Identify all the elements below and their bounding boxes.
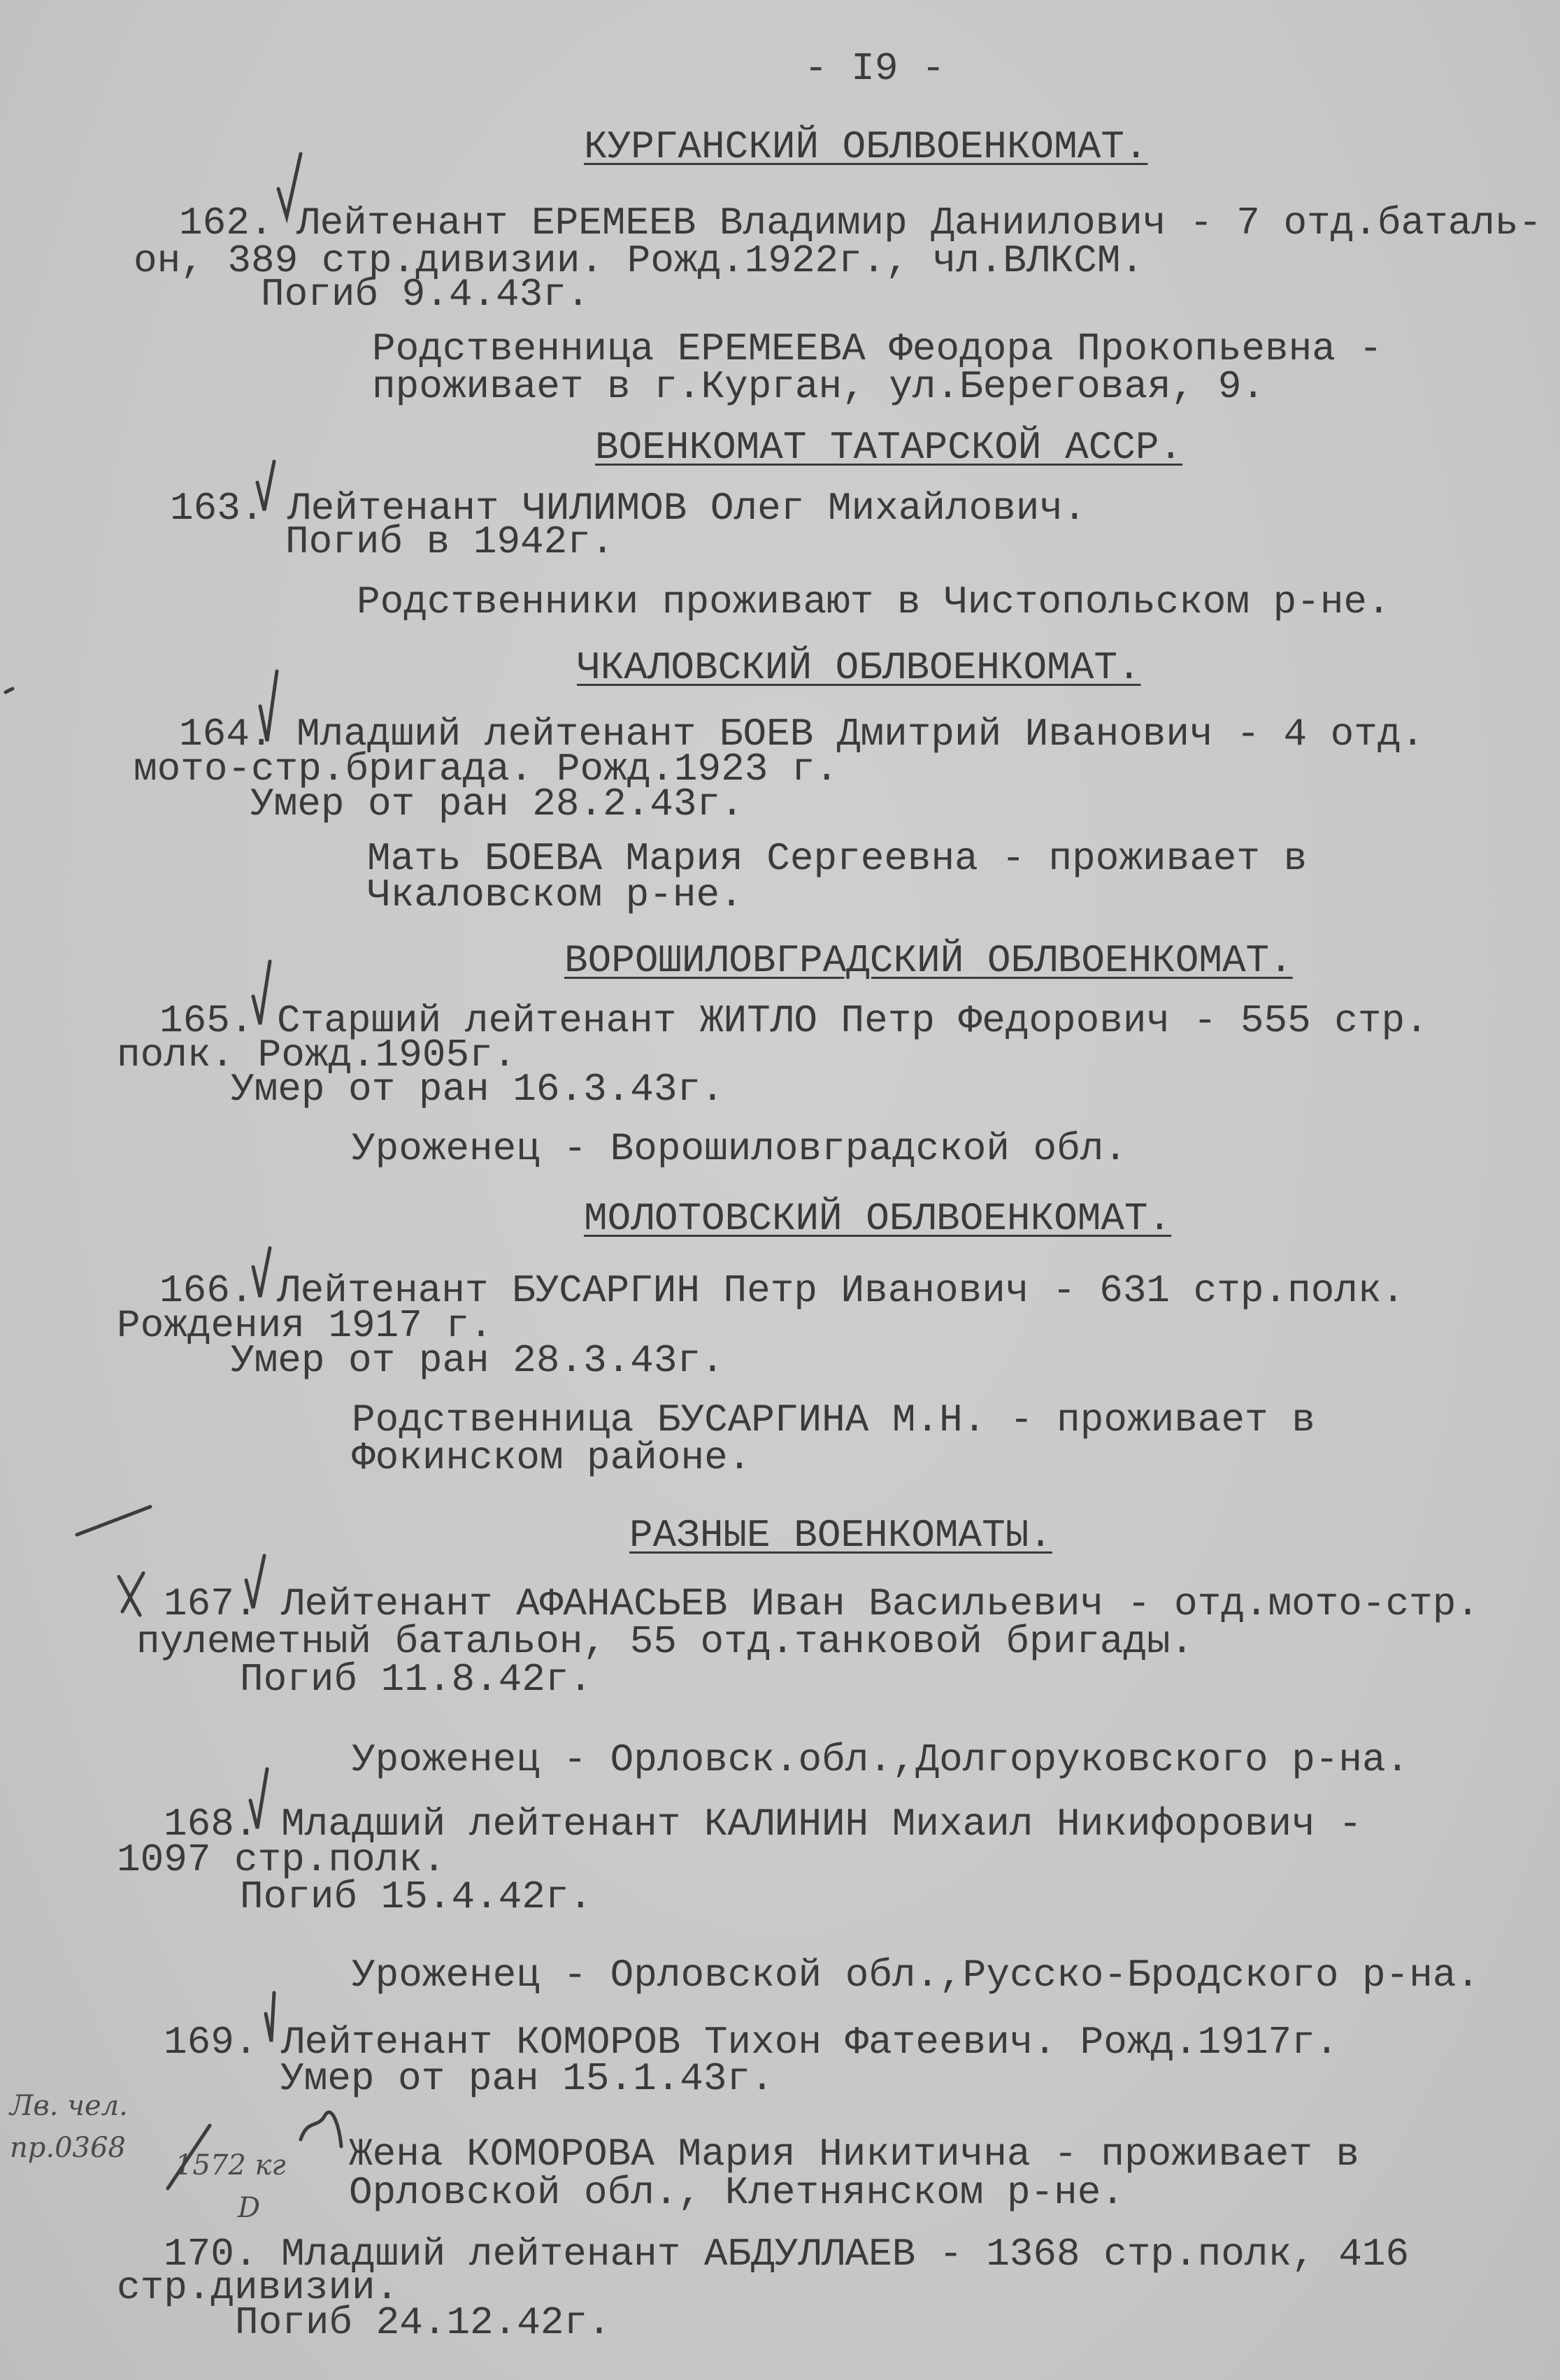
relative-line: Уроженец - Орловской обл.,Русско-Бродского р-на.	[352, 1953, 1480, 1998]
checkmark-icon	[266, 1993, 274, 2042]
entry-line: Умер от ран 28.2.43г.	[250, 782, 744, 826]
entry-line: Умер от ран 28.3.43г.	[231, 1338, 724, 1383]
relative-line: Мать БОЕВА Мария Сергеевна - проживает в	[367, 836, 1308, 881]
entry-line: мото-стр.бригада. Рожд.1923 г.	[134, 747, 839, 791]
relative-line: проживает в г.Курган, ул.Береговая, 9.	[372, 364, 1266, 409]
section-heading: ВОРОШИЛОВГРАДСКИЙ ОБЛВОЕНКОМАТ.	[564, 938, 1293, 983]
signature-icon	[301, 2112, 341, 2146]
relative-line: Уроженец - Ворошиловградской обл.	[352, 1126, 1127, 1171]
relative-line: Жена КОМОРОВА Мария Никитична - проживает в	[349, 2132, 1360, 2177]
entry-line: 165. Старший лейтенант ЖИТЛО Петр Федорович - 555 стр.	[159, 998, 1429, 1043]
checkmark-icon	[257, 461, 274, 510]
entry-line: Рождения 1917 г.	[117, 1303, 493, 1348]
relative-line: Чкаловском р-не.	[367, 873, 743, 917]
section-heading: РАЗНЫЕ ВОЕНКОМАТЫ.	[629, 1513, 1052, 1558]
entry-line: пулеметный батальон, 55 отд.танковой бригады.	[136, 1619, 1194, 1664]
entry-line: 166. Лейтенант БУСАРГИН Петр Иванович - 631 стр.полк.	[159, 1268, 1405, 1313]
entry-line: стр.дивизии.	[117, 2265, 399, 2310]
entry-line: 162. Лейтенант ЕРЕМЕЕВ Владимир Даниилович - 7 отд.баталь-	[179, 201, 1543, 245]
section-heading: МОЛОТОВСКИЙ ОБЛВОЕНКОМАТ.	[584, 1196, 1172, 1241]
entry-line: Погиб в 1942г.	[285, 519, 615, 564]
entry-line: 164. Младший лейтенант БОЕВ Дмитрий Иванович - 4 отд.	[179, 712, 1425, 757]
entry-line: 163. Лейтенант ЧИЛИМОВ Олег Михайлович.	[170, 486, 1087, 531]
entry-line: Погиб 11.8.42г.	[240, 1657, 593, 1702]
entry-line: 170. Младший лейтенант АБДУЛЛАЕВ - 1368 стр.полк, 416	[164, 2232, 1410, 2277]
checkmark-icon	[278, 154, 301, 217]
pen-stroke-icon	[168, 2125, 210, 2188]
entry-line: 169. Лейтенант КОМОРОВ Тихон Фатеевич. Рожд.1917г.	[164, 2020, 1339, 2065]
checkmark-icon	[253, 961, 270, 1024]
entry-line: Погиб 24.12.42г.	[235, 2300, 611, 2345]
entry-line: он, 389 стр.дивизии. Рожд.1922г., чл.ВЛКСМ.	[134, 238, 1145, 283]
entry-line: Умер от ран 16.3.43г.	[231, 1067, 724, 1112]
relative-line: Уроженец - Орловск.обл.,Долгоруковского р-на.	[352, 1737, 1410, 1782]
relative-line: Орловской обл., Клетнянском р-не.	[349, 2170, 1124, 2215]
entry-line: 168. Младший лейтенант КАЛИНИН Михаил Никифорович -	[164, 1802, 1362, 1847]
relative-line: Родственница БУСАРГИНА М.Н. - проживает в	[352, 1398, 1315, 1442]
pen-stroke-icon	[77, 1507, 150, 1535]
pen-stroke-icon	[6, 689, 13, 692]
cross-mark-icon	[119, 1573, 143, 1615]
checkmark-icon	[260, 671, 277, 741]
checkmark-icon	[246, 1556, 264, 1608]
checkmark-icon	[253, 1248, 270, 1297]
section-heading: ВОЕНКОМАТ ТАТАРСКОЙ АССР.	[595, 425, 1183, 470]
handwritten-mark: D	[238, 2192, 261, 2224]
entry-line: 167. Лейтенант АФАНАСЬЕВ Иван Васильевич - отд.мото-стр.	[164, 1582, 1480, 1626]
checkmark-icon	[250, 1769, 267, 1828]
handwritten-note: Лв. чел.	[10, 2090, 128, 2122]
entry-line: полк. Рожд.1905г.	[117, 1033, 517, 1077]
handwritten-note: пр.0368	[10, 2132, 126, 2164]
handwritten-note: 1572 кг	[175, 2149, 286, 2181]
page-number: - I9 -	[804, 46, 945, 91]
entry-line: 1097 стр.полк.	[117, 1837, 446, 1882]
entry-line: Умер от ран 15.1.43г.	[280, 2056, 774, 2101]
relative-line: Родственники проживают в Чистопольском р-не.	[357, 580, 1391, 624]
relative-line: Фокинском районе.	[352, 1435, 752, 1480]
section-heading: ЧКАЛОВСКИЙ ОБЛВОЕНКОМАТ.	[577, 645, 1141, 690]
relative-line: Родственница ЕРЕМЕЕВА Феодора Прокопьевна -	[372, 327, 1383, 371]
section-heading: КУРГАНСКИЙ ОБЛВОЕНКОМАТ.	[584, 124, 1148, 169]
entry-line: Погиб 9.4.43г.	[261, 272, 590, 317]
entry-line: Погиб 15.4.42г.	[240, 1874, 593, 1919]
